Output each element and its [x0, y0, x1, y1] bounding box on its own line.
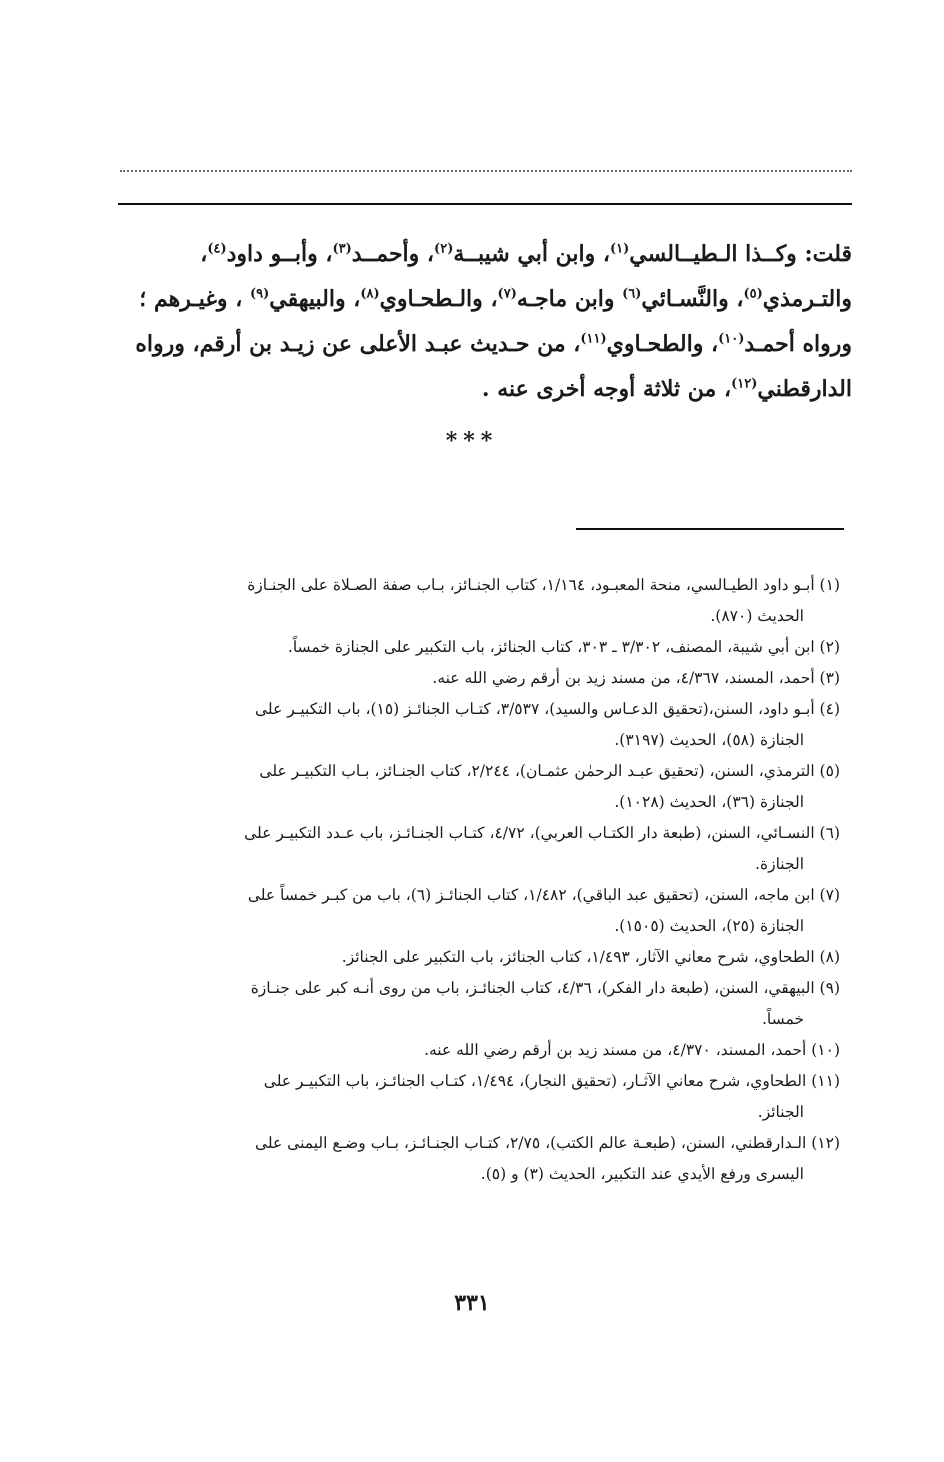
- footnotes-section: [124, 570, 840, 1190]
- footnote-ref[interactable]: (٦): [622, 286, 642, 302]
- main-paragraph: [118, 232, 852, 412]
- footnote-ref[interactable]: (٢): [434, 241, 454, 257]
- footnote-4: (٤) أبـو داود، السنن،(تحقيق الدعـاس والسيد)، ٣/٥٣٧، كتـاب الجنائـز (١٥)، باب التكبيـر على الجنازة (٥٨)، الحديث (٣١٩٧).: [255, 700, 840, 749]
- main-line-4: الدارقطني$^{(١٢)}$، من ثلاثة أوجه أخرى عنه .: [481, 376, 852, 402]
- footnote-ref[interactable]: (٨): [360, 286, 380, 302]
- header-solid-rule: [118, 203, 852, 205]
- main-line-3: ورواه أحمـد$^{(١٠)}$، والطحـاوي$^{(١١)}$، من حـديث عبـد الأعلى عن زيـد بن أرقم، ورواه: [135, 331, 852, 357]
- footnote-1: (١) أبـو داود الطيـالسي، منحة المعبـود، ١/١٦٤، كتاب الجنـائز، بـاب صفة الصـلاة على الجنـازة الحديث (٨٧٠).: [247, 576, 840, 625]
- main-line-2: والتـرمذي$^{(٥)}$، والنَّسـائي$^{(٦)}$ وابن ماجـه$^{(٧)}$، والـطحـاوي$^{(٨)}$، والبيهقي$^{(٩)}$ ، وغيـرهم ؛: [139, 286, 852, 312]
- main-line-1: قلت: وكــذا الـطيــالسي$^{(١)}$، وابن أبي شيبــة$^{(٢)}$، وأحمــد$^{(٣)}$، وأبــو داود$^{(٤)}$،: [200, 241, 852, 267]
- footnote-5: (٥) الترمذي، السنن، (تحقيق عبـد الرحمٰن عثمـان)، ٢/٢٤٤، كتاب الجنـائز، بـاب التكبيـر على الجنازة (٣٦)، الحديث (١٠٢٨).: [259, 762, 840, 811]
- footnote-7: (٧) ابن ماجه، السنن، (تحقيق عبد الباقي)، ١/٤٨٢، كتاب الجنائـز (٦)، باب من كبـر خمساً على الجنازة (٢٥)، الحديث (١٥٠٥).: [247, 886, 840, 935]
- footnote-11: (١١) الطحاوي، شرح معاني الآثـار، (تحقيق النجار)، ١/٤٩٤، كتـاب الجنائـز، باب التكبيـر على الجنائز.: [263, 1072, 840, 1121]
- header-dotted-rule: [120, 170, 852, 172]
- footnote-2: (٢) ابن أبي شيبة، المصنف، ٣/٣٠٢ ـ ٣٠٣، كتاب الجنائز، باب التكبير على الجنازة خمساً.: [287, 638, 840, 656]
- footnote-ref[interactable]: (١١): [580, 331, 607, 347]
- footnote-6: (٦) النسـائي، السنن، (طبعة دار الكتـاب العربي)، ٤/٧٢، كتـاب الجنـائـز، باب عـدد التكبيـر على الجنازة.: [244, 824, 840, 873]
- section-separator: ***: [445, 428, 499, 454]
- page-number: ٣٣١: [454, 1290, 490, 1316]
- footnote-ref[interactable]: (٤): [207, 241, 227, 257]
- footnote-12: (١٢) الـدارقطني، السنن، (طبعـة عالم الكتب)، ٢/٧٥، كتـاب الجنـائـز، بـاب وضـع اليمنى على اليسرى ورفع الأيدي عند التكبير، الحديث (٣) و (٥).: [254, 1134, 840, 1183]
- footnote-3: (٣) أحمد، المسند، ٤/٣٦٧، من مسند زيد بن أرقم رضي الله عنه.: [432, 669, 840, 687]
- footnote-ref[interactable]: (٩): [249, 286, 270, 302]
- footnote-rule: [576, 528, 844, 530]
- footnote-8: (٨) الطحاوي، شرح معاني الآثار، ١/٤٩٣، كتاب الجنائز، باب التكبير على الجنائز.: [341, 948, 840, 966]
- footnote-10: (١٠) أحمد، المسند، ٤/٣٧٠، من مسند زيد بن أرقم رضي الله عنه.: [424, 1041, 840, 1059]
- footnote-ref[interactable]: (٥): [743, 286, 763, 302]
- footnote-ref[interactable]: (٣): [332, 241, 352, 257]
- footnote-9: (٩) البيهقي، السنن، (طبعة دار الفكر)، ٤/٣٦، كتاب الجنائـز، باب من روى أنـه كبر على جنـازة خمساً.: [250, 979, 840, 1028]
- footnote-ref[interactable]: (١): [610, 241, 630, 257]
- footnote-ref[interactable]: (١٠): [718, 331, 745, 347]
- footnote-ref[interactable]: (٧): [497, 286, 517, 302]
- footnote-ref[interactable]: (١٢): [731, 376, 758, 392]
